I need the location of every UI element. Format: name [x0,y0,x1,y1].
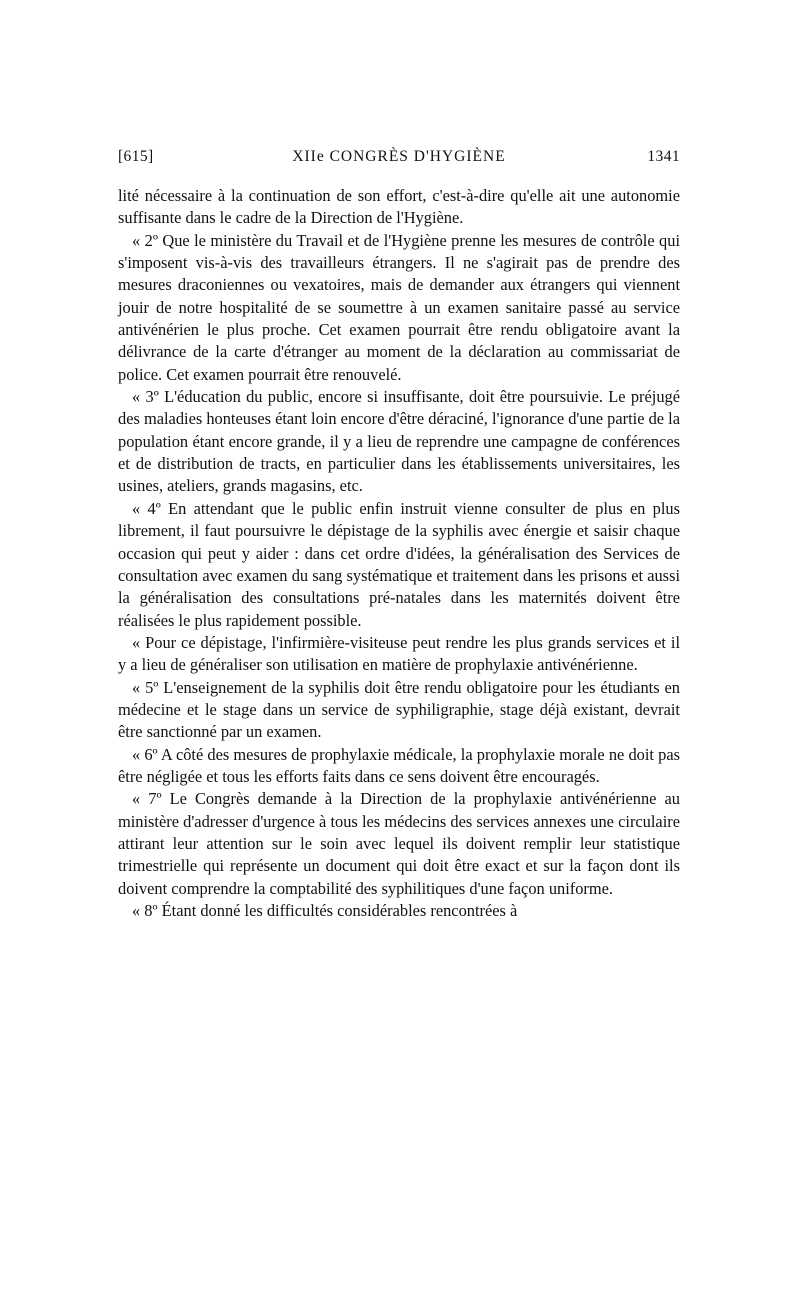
paragraph-item-2: « 2º Que le ministère du Travail et de l'Hygiène prenne les mesures de contrôle qui s'imposent vis-à-vis des travailleurs étrangers. Il ne s'agirait pas de prendre des mesures draconiennes ou vexatoires, mais de demander aux étrangers qui viennent jouir de notre hospitalité de se soumettre à un examen sanitaire passé au service antivénérien le plus proche. Cet examen pourrait être rendu obligatoire avant la délivrance de la carte d'étranger au moment de la déclaration au commissariat de police. Cet examen pourrait être renouvelé. [118,230,680,384]
section-reference: [615] [118,148,154,165]
paragraph-item-7: « 7º Le Congrès demande à la Direction de la prophylaxie antivénérienne au ministère d'adresser d'urgence à tous les médecins des services annexes une circulaire attirant leur attention sur le soin avec lequel ils doivent remplir leur statistique trimestrielle qui représente un document qui doit être exact et sur la façon dont ils doivent comprendre la comptabilité des syphilitiques d'une façon uniforme. [118,789,680,898]
paragraph-item-4: « 4º En attendant que le public enfin instruit vienne consulter de plus en plus librement, il faut poursuivre le dépistage de la syphilis avec énergie et saisir chaque occasion qui peut y aider : dans cet ordre d'idées, la généralisation des Services de consultation avec examen du sang systématique et traitement dans les prisons et aussi la généralisation des consultations pré-natales dans les maternités doivent être réalisées le plus rapidement possible. [118,498,680,630]
document-page [118,148,680,922]
paragraph-item-5: « 5º L'enseignement de la syphilis doit être rendu obligatoire pour les étudiants en médecine et le stage dans un service de syphiligraphie, stage déjà existant, devrait être sanctionné par un examen. [118,677,680,742]
running-header [118,148,680,174]
paragraph-item-3: « 3º L'éducation du public, encore si insuffisante, doit être poursuivie. Le préjugé des maladies honteuses étant loin encore d'être déraciné, l'ignorance d'une partie de la population étant encore grande, il y a lieu de reprendre une campagne de conférences et de distribution de tracts, en particulier dans les établissements universitaires, les usines, ateliers, grands magasins, etc. [118,387,680,496]
running-title: XIIe CONGRÈS D'HYGIÈNE [292,148,506,165]
paragraph-continuation: lité nécessaire à la continuation de son effort, c'est-à-dire qu'elle ait une autonomie suffisante dans le cadre de la Direction de l'Hygiène. [118,186,680,228]
paragraph-item-8: « 8º Étant donné les difficultés considérables rencontrées à [132,901,518,920]
page-number: 1341 [647,148,680,165]
paragraph-depistage: « Pour ce dépistage, l'infirmière-visiteuse peut rendre les plus grands services et il y a lieu de généraliser son utilisation en matière de prophylaxie antivénérienne. [118,632,680,675]
body-text [118,185,680,922]
paragraph-item-6: « 6º A côté des mesures de prophylaxie médicale, la prophylaxie morale ne doit pas être négligée et tous les efforts faits dans ce sens doivent être encouragés. [118,744,680,786]
